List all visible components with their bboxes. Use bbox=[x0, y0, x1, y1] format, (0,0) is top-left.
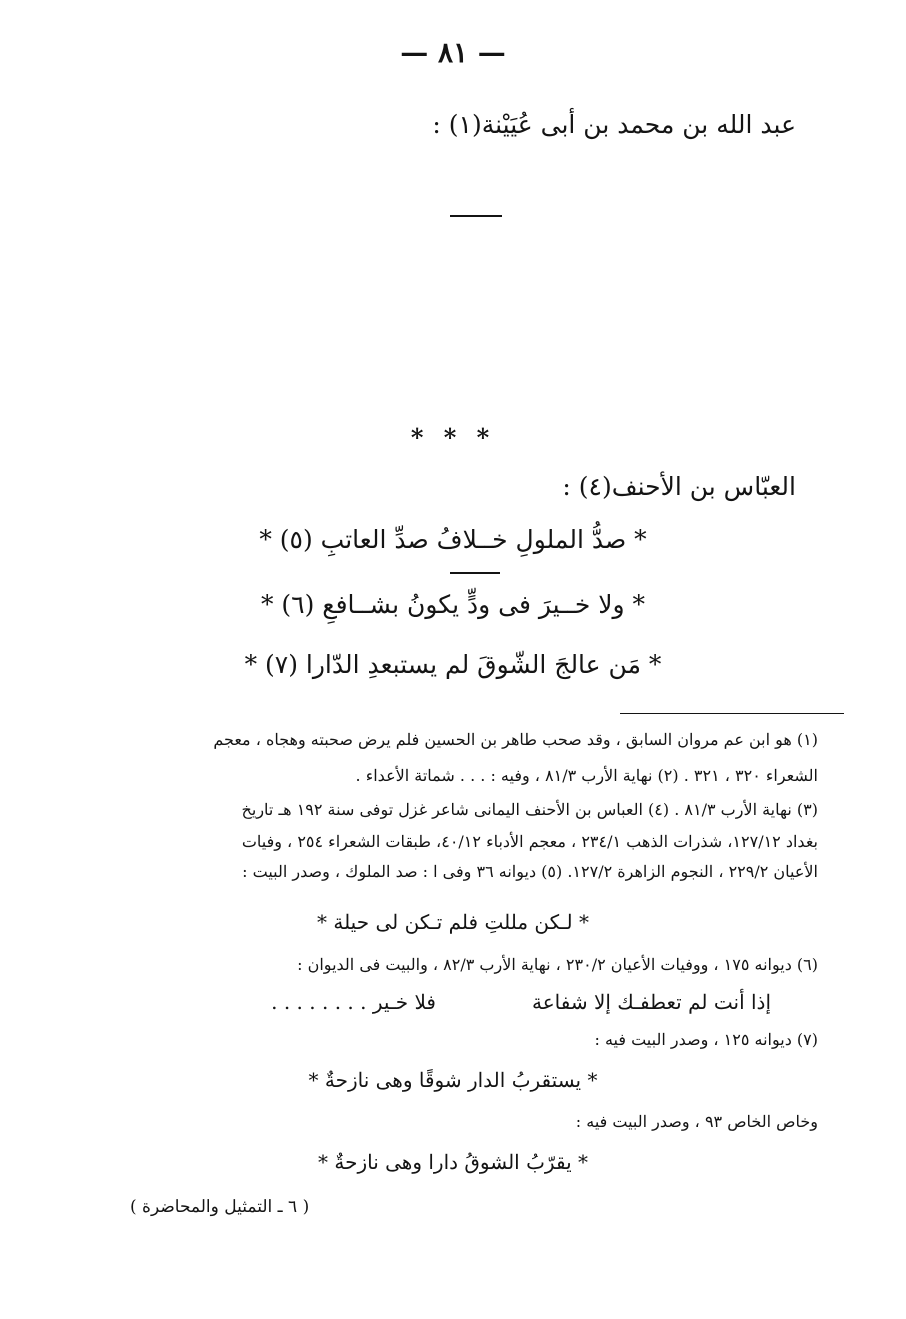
footnote-quoted-verse-5: * لـكن مللتِ فلم تـكن لى حيلة * bbox=[316, 910, 589, 934]
footnote-note-7: (٧) ديوانه ١٢٥ ، وصدر البيت فيه : bbox=[594, 1030, 818, 1049]
poet-heading-2: العبّاس بن الأحنف(٤) : bbox=[562, 472, 796, 501]
hemistich-line-3: * مَن عالجَ الشّوقَ لم يستبعدِ الدّارا (٧) * bbox=[244, 650, 662, 679]
footnote-quoted-verse-8: * يقرّبُ الشوقُ دارا وهى نازحةٌ * bbox=[318, 1150, 588, 1174]
footnote-quoted-verse-6-second: فلا خـير . . . . . . . . bbox=[271, 990, 436, 1014]
section-separator: * * * bbox=[410, 423, 496, 452]
footnote-line-2: الشعراء ٣٢٠ ، ٣٢١ . (٢) نهاية الأرب ٨١/٣ ، وفيه : . . . شماتة الأعداء . bbox=[355, 766, 818, 785]
poet-heading-1: عبد الله بن محمد بن أبى عُيَيْنة(١) : bbox=[432, 110, 796, 139]
footnote-line-1: (١) هو ابن عم مروان السابق ، وقد صحب طاهر بن الحسين فلم يرض صحبته وهجاه ، معجم bbox=[213, 730, 818, 749]
footnote-line-4: بغداد ١٢٧/١٢، شذرات الذهب ٢٣٤/١ ، معجم الأدباء ٤٠/١٢، طبقات الشعراء ٢٥٤ ، وفيات bbox=[241, 832, 818, 851]
footnote-quoted-verse-6-first: إذا أنت لم تعطفـك إلا شفاعة bbox=[531, 990, 771, 1014]
hemistich-line-2: * ولا خــيرَ فى ودٍّ يكونُ بشــافعِ (٦) * bbox=[260, 590, 646, 619]
footnote-rule bbox=[620, 713, 844, 714]
signature-mark: ( ٦ ـ التمثيل والمحاضرة ) bbox=[130, 1197, 310, 1217]
hemistich-line-1: * صدُّ الملولِ خــلافُ صدِّ العاتبِ (٥) * bbox=[259, 525, 647, 554]
footnote-line-3: (٣) نهاية الأرب ٨١/٣ . (٤) العباس بن الأحنف اليمانى شاعر غزل توفى سنة ١٩٢ هـ تاريخ bbox=[241, 800, 818, 819]
footnote-note-8: وخاص الخاص ٩٣ ، وصدر البيت فيه : bbox=[575, 1112, 818, 1131]
footnote-quoted-verse-7: * يستقربُ الدار شوقًا وهى نازحةٌ * bbox=[308, 1068, 598, 1092]
footnote-line-5: الأعيان ٢٢٩/٢ ، النجوم الزاهرة ١٢٧/٢. (٥) ديوانه ٣٦ وفى ا : صد الملوك ، وصدر البيت : bbox=[242, 862, 818, 881]
page-number: — ٨١ — bbox=[400, 36, 506, 69]
verse-divider bbox=[450, 215, 502, 217]
footnote-note-6: (٦) ديوانه ١٧٥ ، ووفيات الأعيان ٢٣٠/٢ ، نهاية الأرب ٨٢/٣ ، والبيت فى الديوان : bbox=[297, 955, 818, 974]
verse-divider bbox=[450, 572, 500, 574]
